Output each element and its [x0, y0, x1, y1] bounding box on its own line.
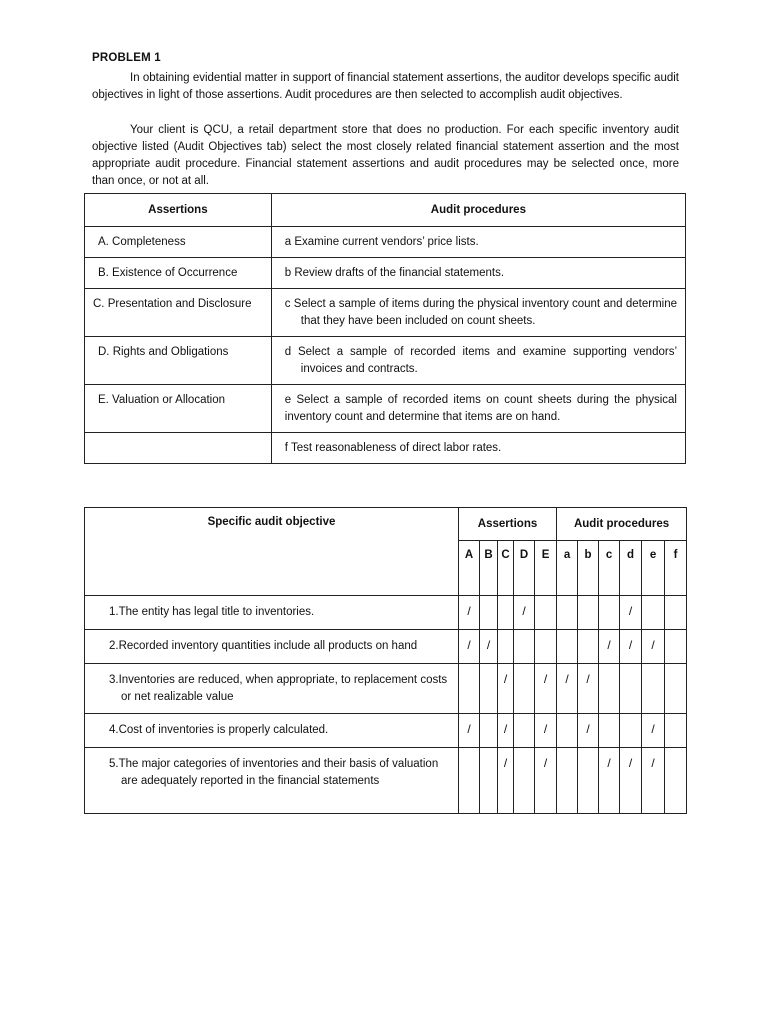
mark-cell[interactable]: /	[459, 630, 480, 664]
mark-cell[interactable]	[514, 714, 535, 748]
mark-cell[interactable]: /	[599, 630, 620, 664]
mark-cell[interactable]	[665, 664, 687, 714]
objective-text: 3.Inventories are reduced, when appropriate, to replacement costs or net realizable value	[109, 674, 448, 703]
mark-cell[interactable]: /	[459, 596, 480, 630]
mark-cell[interactable]	[514, 630, 535, 664]
reference-table	[84, 193, 686, 464]
mark-cell[interactable]: /	[480, 630, 498, 664]
mark-cell[interactable]	[480, 714, 498, 748]
procedure-cell: b Review drafts of the financial statements.	[271, 258, 685, 289]
assertion-letter-header: D	[514, 541, 535, 596]
mark-cell[interactable]	[578, 596, 599, 630]
mark-cell[interactable]	[557, 630, 578, 664]
mark-cell[interactable]	[599, 596, 620, 630]
mark-cell[interactable]: /	[459, 714, 480, 748]
mark-cell[interactable]: /	[535, 664, 557, 714]
objective-cell	[85, 630, 459, 664]
mark-cell[interactable]: /	[642, 714, 665, 748]
mark-cell[interactable]	[557, 748, 578, 814]
mark-cell[interactable]	[514, 748, 535, 814]
mark-cell[interactable]: /	[498, 664, 514, 714]
assertion-letter-header: E	[535, 541, 557, 596]
mark-cell[interactable]: /	[578, 714, 599, 748]
assertion-letter-header: C	[498, 541, 514, 596]
answer-table	[84, 507, 687, 814]
objective-cell	[85, 714, 459, 748]
mark-cell[interactable]: /	[599, 748, 620, 814]
table-row	[85, 337, 686, 385]
mark-cell[interactable]: /	[620, 596, 642, 630]
table-row	[85, 664, 687, 714]
procedure-cell: a Examine current vendors’ price lists.	[271, 227, 685, 258]
mark-cell[interactable]	[642, 596, 665, 630]
mark-cell[interactable]: /	[578, 664, 599, 714]
procedure-letter-header: f	[665, 541, 687, 596]
mark-cell[interactable]: /	[620, 630, 642, 664]
table-row	[85, 748, 687, 814]
mark-cell[interactable]: /	[642, 748, 665, 814]
procedure-text: d Select a sample of recorded items and examine supporting vendors’ invoices and contracts.	[284, 346, 677, 375]
mark-cell[interactable]	[498, 596, 514, 630]
table-row	[85, 385, 686, 433]
mark-cell[interactable]	[665, 630, 687, 664]
objective-text: 4.Cost of inventories is properly calculated.	[109, 724, 329, 736]
mark-cell[interactable]: /	[498, 714, 514, 748]
procedure-cell: e Select a sample of recorded items on count sheets during the physical inventory count and determine that items are on hand.	[271, 385, 685, 433]
mark-cell[interactable]	[480, 748, 498, 814]
mark-cell[interactable]	[599, 664, 620, 714]
mark-cell[interactable]	[665, 748, 687, 814]
instructions-paragraph: Your client is QCU, a retail department store that does no production. For each specific inventory audit objective listed (Audit Objectives tab) select the most closely related financial statement assertion and the most appropriate audit procedure. Financial statement assertions and audit procedures may be selected once, more than once, or not at all.	[92, 124, 679, 187]
mark-cell[interactable]	[480, 664, 498, 714]
objective-text: 2.Recorded inventory quantities include all products on hand	[109, 640, 418, 652]
mark-cell[interactable]	[535, 596, 557, 630]
procedures-header: Audit procedures	[271, 194, 685, 227]
mark-cell[interactable]	[578, 748, 599, 814]
mark-cell[interactable]	[535, 630, 557, 664]
mark-cell[interactable]: /	[498, 748, 514, 814]
objective-cell	[85, 664, 459, 714]
mark-cell[interactable]	[480, 596, 498, 630]
mark-cell[interactable]	[665, 596, 687, 630]
mark-cell[interactable]	[459, 748, 480, 814]
procedure-cell	[271, 289, 685, 337]
assertion-cell: B. Existence of Occurrence	[85, 258, 272, 289]
objective-header: Specific audit objective	[85, 508, 459, 596]
mark-cell[interactable]: /	[620, 748, 642, 814]
mark-cell[interactable]: /	[557, 664, 578, 714]
mark-cell[interactable]: /	[535, 748, 557, 814]
mark-cell[interactable]	[557, 596, 578, 630]
mark-cell[interactable]	[498, 630, 514, 664]
assertion-cell: A. Completeness	[85, 227, 272, 258]
mark-cell[interactable]	[642, 664, 665, 714]
mark-cell[interactable]	[599, 714, 620, 748]
assertion-cell: D. Rights and Obligations	[85, 337, 272, 385]
procedure-letter-header: a	[557, 541, 578, 596]
mark-cell[interactable]	[459, 664, 480, 714]
mark-cell[interactable]: /	[535, 714, 557, 748]
table-row	[85, 596, 687, 630]
table-row	[85, 227, 686, 258]
table-row	[85, 630, 687, 664]
assertion-letter-header: A	[459, 541, 480, 596]
mark-cell[interactable]	[514, 664, 535, 714]
table-row	[85, 433, 686, 464]
procedure-letter-header: c	[599, 541, 620, 596]
problem-title: PROBLEM 1	[92, 52, 161, 64]
procedure-letter-header: e	[642, 541, 665, 596]
procedure-letter-header: b	[578, 541, 599, 596]
assertion-cell	[85, 433, 272, 464]
objective-text: 1.The entity has legal title to inventories.	[109, 606, 315, 618]
assertion-cell: E. Valuation or Allocation	[85, 385, 272, 433]
reference-table-header	[85, 194, 686, 227]
procedure-cell: f Test reasonableness of direct labor rates.	[271, 433, 685, 464]
assertion-letter-header: B	[480, 541, 498, 596]
mark-cell[interactable]: /	[642, 630, 665, 664]
assertion-cell: C. Presentation and Disclosure	[85, 289, 272, 337]
procedure-cell	[271, 337, 685, 385]
procedure-text: c Select a sample of items during the physical inventory count and determine that they have been included on count sheets.	[284, 298, 677, 327]
table-row	[85, 714, 687, 748]
mark-cell[interactable]	[620, 664, 642, 714]
assertions-group-header: Assertions	[459, 508, 557, 541]
assertions-header: Assertions	[85, 194, 272, 227]
mark-cell[interactable]	[578, 630, 599, 664]
objective-cell	[85, 596, 459, 630]
mark-cell[interactable]: /	[514, 596, 535, 630]
objective-cell	[85, 748, 459, 814]
table-row	[85, 289, 686, 337]
mark-cell[interactable]	[665, 714, 687, 748]
mark-cell[interactable]	[620, 714, 642, 748]
mark-cell[interactable]	[557, 714, 578, 748]
table-row	[85, 258, 686, 289]
objective-text: 5.The major categories of inventories and their basis of valuation are adequately reported in the financial statements	[109, 758, 439, 787]
intro-paragraph: In obtaining evidential matter in support of financial statement assertions, the auditor develops specific audit objectives in light of those assertions. Audit procedures are then selected to accomplish audit objectives.	[92, 72, 679, 101]
procedures-group-header: Audit procedures	[557, 508, 687, 541]
procedure-letter-header: d	[620, 541, 642, 596]
